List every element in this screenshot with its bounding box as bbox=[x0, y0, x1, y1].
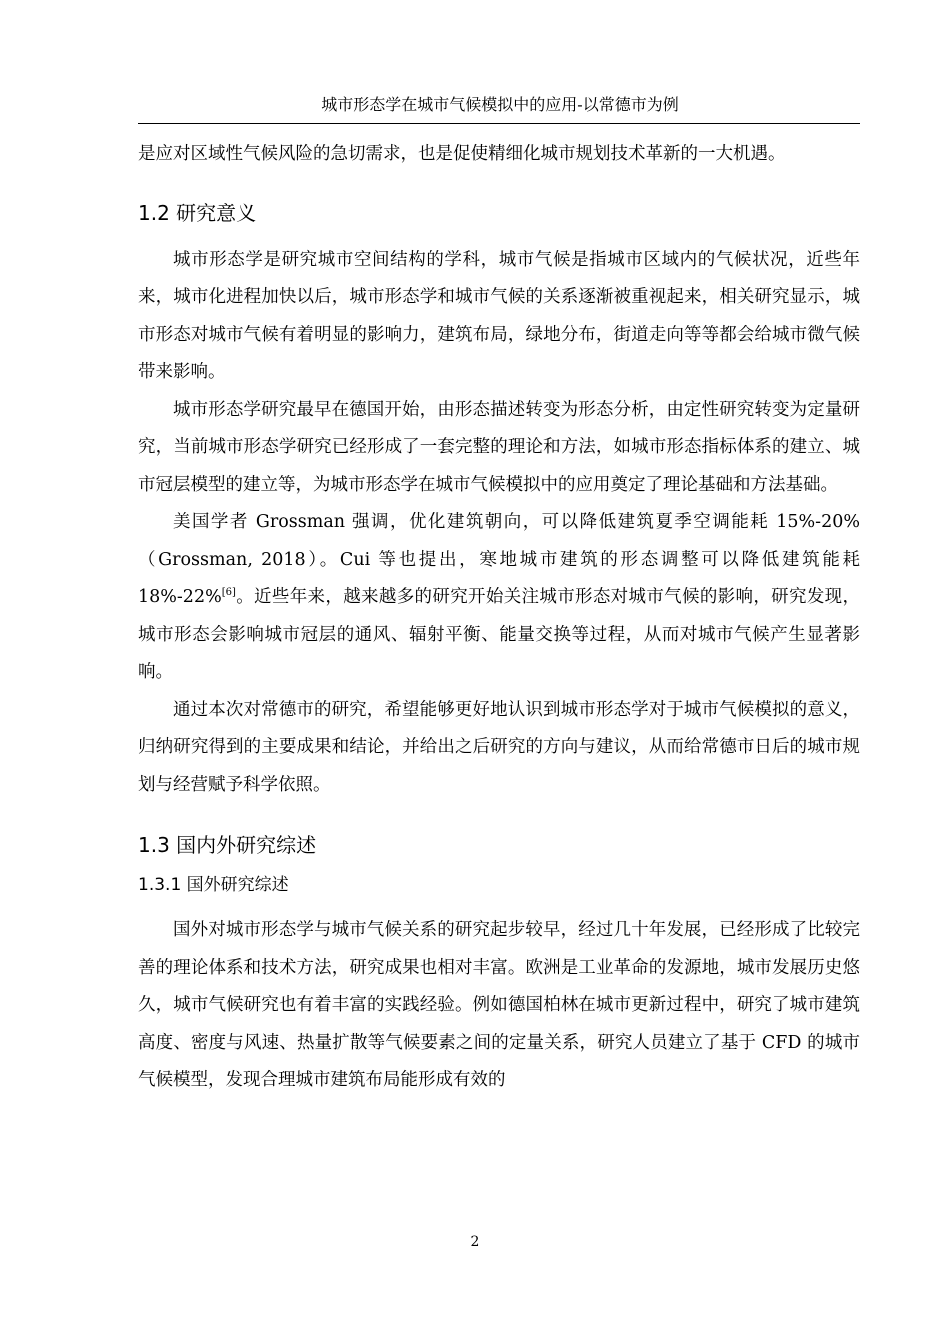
section-heading-1-2: 1.2 研究意义 bbox=[138, 200, 257, 225]
subsection-heading-1-3-1: 1.3.1 国外研究综述 bbox=[138, 875, 289, 895]
paragraph-text: 。近些年来，越来越多的研究开始关注城市形态对城市气候的影响，研究发现，城市形态会影响城市冠层的通风、辐射平衡、能量交换等过程，从而对城市气候产生显著影响。 bbox=[138, 587, 860, 682]
section-heading-1-3: 1.3 国内外研究综述 bbox=[138, 833, 317, 857]
paragraph-1-2-2: 城市形态学研究最早在德国开始，由形态描述转变为形态分析，由定性研究转变为定量研究，当前城市形态学研究已经形成了一套完整的理论和方法，如城市形态指标体系的建立、城市冠层模型的建立等，为城市形态学在城市气候模拟中的应用奠定了理论基础和方法基础。 bbox=[138, 399, 860, 495]
running-header-title: 城市形态学在城市气候模拟中的应用-以常德市为例 bbox=[321, 95, 679, 114]
continuation-paragraph: 是应对区域性气候风险的急切需求，也是促使精细化城市规划技术革新的一大机遇。 bbox=[138, 144, 786, 164]
paragraph-1-2-4: 通过本次对常德市的研究，希望能够更好地认识到城市形态学对于城市气候模拟的意义，归纳研究得到的主要成果和结论，并给出之后研究的方向与建议，从而给常德市日后的城市规划与经营赋予科学依照。 bbox=[138, 699, 860, 795]
page-body bbox=[138, 136, 860, 1100]
paragraph-1-2-3 bbox=[138, 504, 860, 692]
paragraph-text: 美国学者 Grossman 强调，优化建筑朝向，可以降低建筑夏季空调能耗 15%-20%（Grossman, 2018）。Cui 等也提出，寒地城市建筑的形态调整可以降低建筑能耗 18%-22% bbox=[138, 512, 860, 607]
page-number: 2 bbox=[470, 1234, 480, 1250]
paragraph-1-2-1: 城市形态学是研究城市空间结构的学科，城市气候是指城市区域内的气候状况，近些年来，城市化进程加快以后，城市形态学和城市气候的关系逐渐被重视起来，相关研究显示，城市形态对城市气候有着明显的影响力，建筑布局，绿地分布，街道走向等等都会给城市微气候带来影响。 bbox=[138, 249, 860, 382]
paragraph-1-3-1: 国外对城市形态学与城市气候关系的研究起步较早，经过几十年发展，已经形成了比较完善的理论体系和技术方法，研究成果也相对丰富。欧洲是工业革命的发源地，城市发展历史悠久，城市气候研究也有着丰富的实践经验。例如德国柏林在城市更新过程中，研究了城市建筑高度、密度与风速、热量扩散等气候要素之间的定量关系，研究人员建立了基于 CFD 的城市气候模型，发现合理城市建筑布局能形成有效的 bbox=[138, 920, 860, 1090]
citation-link[interactable]: [6] bbox=[221, 587, 236, 599]
header-rule bbox=[138, 123, 860, 124]
